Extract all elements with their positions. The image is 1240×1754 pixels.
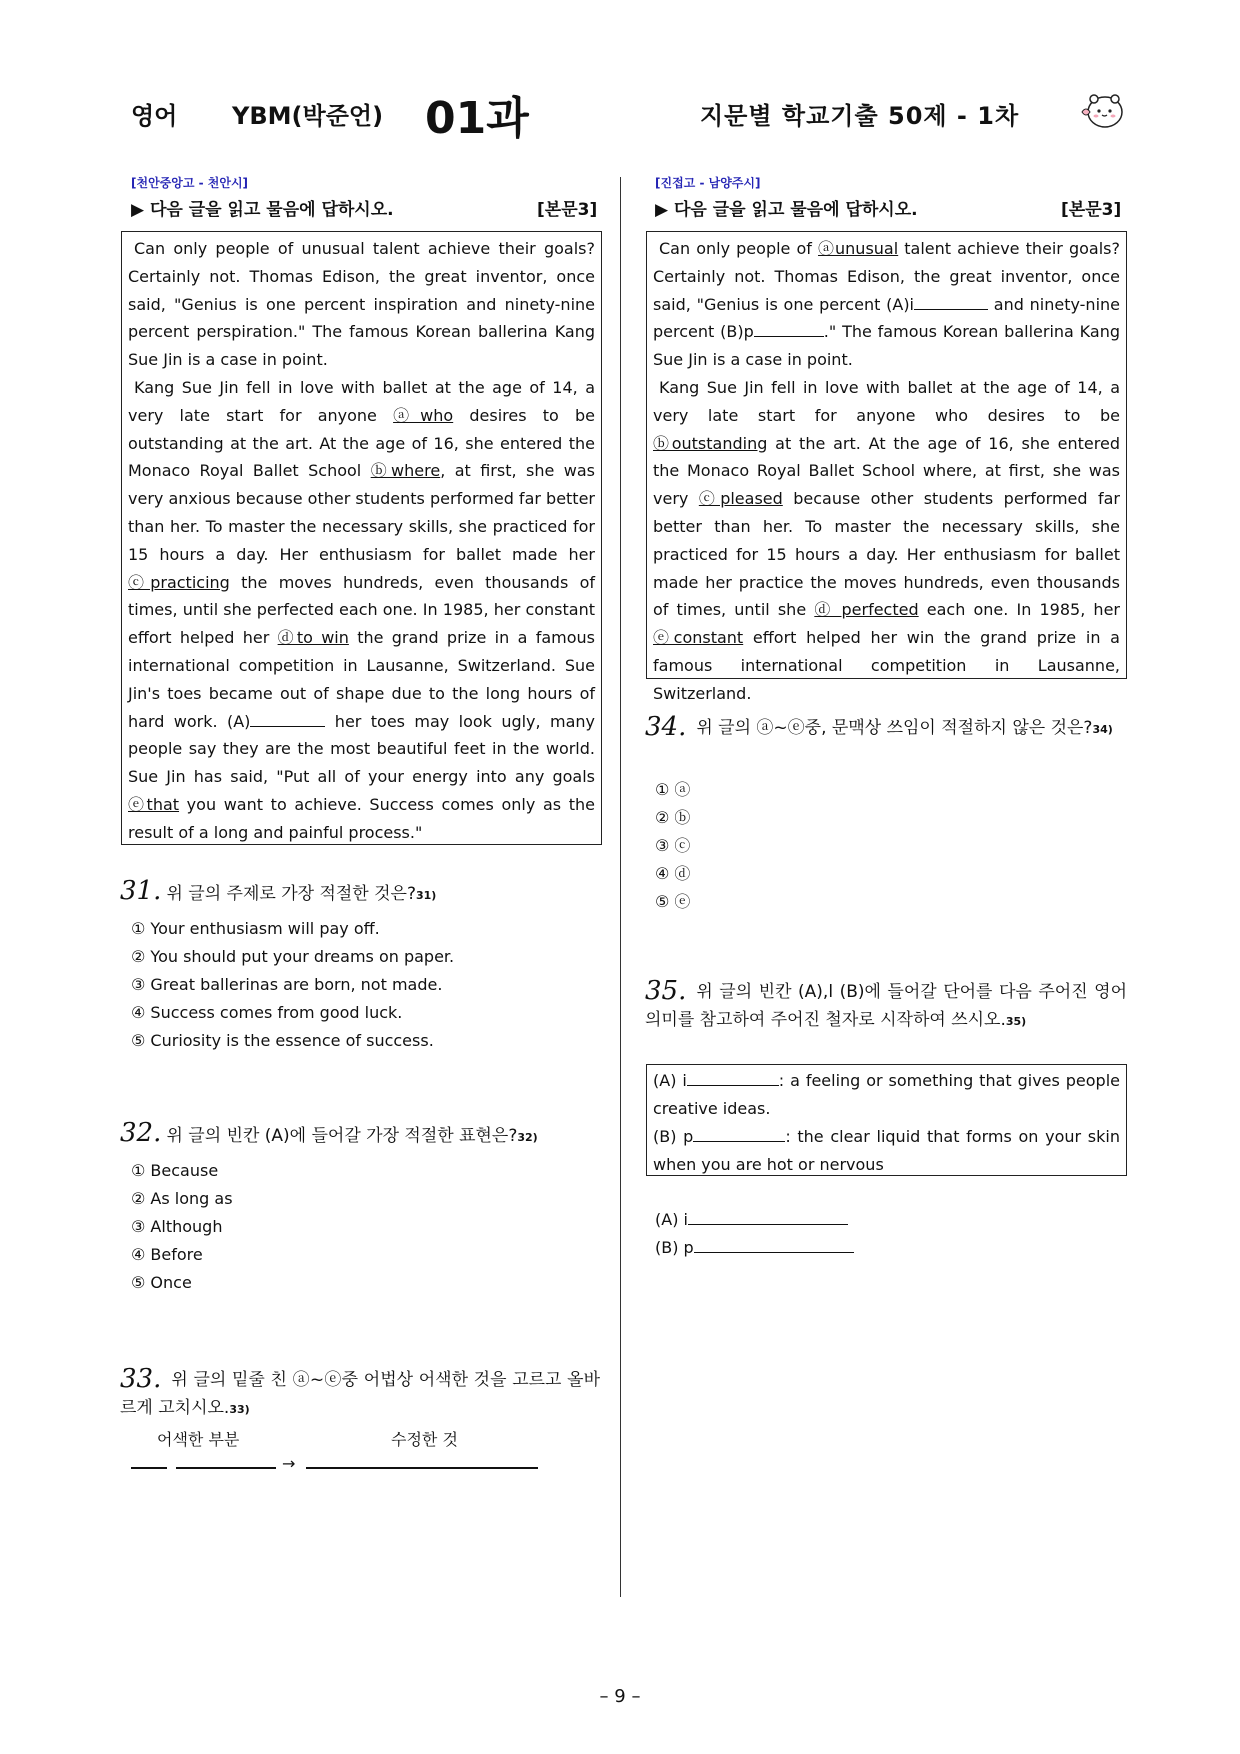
definition-a-blank — [687, 1069, 779, 1086]
q34-options — [655, 776, 690, 916]
option[interactable]: ② You should put your dreams on paper. — [131, 947, 455, 966]
blank-a[interactable] — [250, 710, 325, 727]
label-wrong-part: 어색한 부분 — [157, 1430, 240, 1449]
option[interactable]: ① Because — [131, 1161, 219, 1180]
header-title: 지문별 학교기출 50제 - 1차 — [700, 102, 1020, 130]
option[interactable]: ④ Before — [131, 1245, 203, 1264]
marker-a: ⓐwho — [393, 405, 454, 425]
answer-wrong-line[interactable] — [176, 1467, 276, 1469]
blank-b-label: (B)p — [720, 322, 754, 342]
answer-b: (B) p — [655, 1234, 854, 1262]
left-instruction: ▶ 다음 글을 읽고 물음에 답하시오. — [131, 200, 394, 220]
option[interactable]: ④ Success comes from good luck. — [131, 1003, 403, 1022]
option[interactable]: ③ Although — [131, 1217, 223, 1236]
arrow: → — [282, 1454, 296, 1473]
q31-options — [131, 915, 454, 1055]
blank-a[interactable] — [914, 293, 988, 310]
option[interactable]: ① ⓐ — [655, 780, 691, 799]
question-text: 위 글의 빈칸 (A),l (B)에 들어갈 단어를 다음 주어진 영어 의미를 참고하여 주어진 철자로 시작하여 쓰시오. — [645, 982, 1127, 1030]
option[interactable]: ① Your enthusiasm will pay off. — [131, 919, 380, 938]
left-passage-tag: [본문3] — [537, 200, 598, 220]
question-number: 32. — [120, 1118, 162, 1148]
question-text: 위 글의 ⓐ~ⓔ중, 문맥상 쓰임이 적절하지 않은 것은? — [696, 718, 1093, 738]
option[interactable]: ⑤ Once — [131, 1273, 192, 1292]
blank-b[interactable] — [754, 320, 824, 337]
marker-b: ⓑoutstanding — [653, 433, 768, 453]
marker-c: ⓒpracticing — [128, 572, 230, 592]
answer-a: (A) i — [655, 1206, 848, 1234]
marker-a: ⓐunusual — [818, 239, 899, 258]
q32-options — [131, 1157, 233, 1297]
option[interactable]: ④ ⓓ — [655, 864, 691, 883]
marker-d: ⓓ perfected — [814, 600, 919, 620]
left-passage-p2: Kang Sue Jin fell in love with ballet at the age of 14, a very late start for anyone ⓐwho desires to be outstanding at the art. At the age of 16, she entered the Monaco Royal Ballet School ⓑwhere, at first, she was very anxious because other students performed far better than her. To master the necessary skills, she practiced for 15 hours a day. Her enthusiasm for ballet made her ⓒpracticing the moves hundreds, even thousands of times, until she perfected each one. In 1985, her constant effort helped her ⓓto win the grand prize in a famous international competition in Lausanne, Switzerland. Sue Jin's toes became out of shape due to the long hours of hard work. (A) her toes may look ugly, many people say they are the most beautiful feet in the world. Sue Jin has said, "Put all of your energy into any goals ⓔthat you want to achieve. Success comes only as the result of a long and painful process." — [128, 377, 596, 842]
marker-b: ⓑwhere — [370, 461, 441, 481]
question-number: 35. — [645, 976, 687, 1006]
option[interactable]: ⑤ ⓔ — [655, 892, 691, 911]
question-35: 35. 위 글의 빈칸 (A),l (B)에 들어갈 단어를 다음 주어진 영어 의미를 참고하여 주어진 철자로 시작하여 쓰시오.35) — [645, 976, 1127, 1030]
question-33: 33. 위 글의 밑줄 친 ⓐ~ⓔ중 어법상 어색한 것을 고르고 올바르게 고치시오.33) — [120, 1364, 600, 1418]
definition-box — [646, 1064, 1127, 1176]
marker-c: ⓒpleased — [698, 489, 783, 509]
question-number: 31. — [120, 876, 162, 906]
left-source: [천안중앙고 - 천안시] — [131, 176, 249, 190]
page-number: – 9 – — [599, 1686, 641, 1707]
marker-d: ⓓto win — [277, 628, 349, 648]
label-correction: 수정한 것 — [391, 1430, 458, 1449]
answer-fix-line[interactable] — [306, 1467, 538, 1469]
blank-a-label: (A)i — [886, 294, 914, 314]
question-text: 위 글의 빈칸 (A)에 들어갈 가장 적절한 표현은? — [166, 1126, 518, 1146]
right-passage-p1: Can only people of ⓐunusual talent achieve their goals? Certainly not. Thomas Edison, the great inventor, once said, "Genius is one percent (A)i and ninety-nine percent (B)p ." The famous Korean ballerina Kang Sue Jin is a case in point. — [653, 239, 1121, 370]
question-32: 32. 위 글의 빈칸 (A)에 들어갈 가장 적절한 표현은?32) — [120, 1118, 538, 1148]
right-instruction: ▶ 다음 글을 읽고 물음에 답하시오. — [655, 200, 918, 220]
right-passage-tag: [본문3] — [1061, 200, 1122, 220]
option[interactable]: ⑤ Curiosity is the essence of success. — [131, 1031, 434, 1050]
answer-b-line[interactable] — [694, 1236, 854, 1253]
header-lesson: 01과 — [425, 93, 529, 144]
question-text: 위 글의 밑줄 친 ⓐ~ⓔ중 어법상 어색한 것을 고르고 올바르게 고치시오. — [120, 1370, 600, 1418]
question-number: 34. — [645, 712, 687, 742]
question-number: 33. — [120, 1364, 162, 1394]
right-passage-p2: Kang Sue Jin fell in love with ballet at the age of 14, a very late start for anyone who desires to be ⓑoutstanding at the art. At the age of 16, she entered the Monaco Royal Ballet School where, at first, she was very ⓒpleased because other students performed far better than her. To master the necessary skills, she practiced for 15 hours a day. Her enthusiasm for ballet made her practice the moves hundreds, even thousands of times, until she ⓓ perfected each one. In 1985, her ⓔconstant effort helped her win the grand prize in a famous international competition in Lausanne, Switzerland. — [653, 377, 1121, 703]
right-source: [진접고 - 남양주시] — [655, 176, 761, 190]
header-subject: 영어 — [131, 102, 178, 130]
definition-b-blank — [693, 1125, 785, 1142]
option[interactable]: ② As long as — [131, 1189, 233, 1208]
right-passage — [646, 231, 1127, 703]
option[interactable]: ③ ⓒ — [655, 836, 691, 855]
answer-a-line[interactable] — [688, 1208, 848, 1225]
question-34: 34. 위 글의 ⓐ~ⓔ중, 문맥상 쓰임이 적절하지 않은 것은?34) — [645, 712, 1113, 742]
option[interactable]: ③ Great ballerinas are born, not made. — [131, 975, 443, 994]
column-divider — [620, 177, 621, 1597]
definition-b: (B) p : the clear liquid that forms on your skin when you are hot or nervous — [653, 1127, 1120, 1174]
question-text: 위 글의 주제로 가장 적절한 것은? — [166, 884, 416, 904]
marker-e: ⓔconstant — [653, 628, 744, 648]
definition-a: (A) i : a feeling or something that gives people creative ideas. — [653, 1071, 1120, 1118]
mascot-icon — [1078, 86, 1128, 136]
blank-a-label: (A) — [226, 711, 251, 731]
option[interactable]: ② ⓑ — [655, 808, 691, 827]
marker-e: ⓔthat — [128, 794, 180, 814]
left-passage — [121, 231, 602, 845]
header-publisher: YBM(박준언) — [232, 102, 384, 130]
question-31: 31. 위 글의 주제로 가장 적절한 것은?31) — [120, 876, 437, 906]
answer-letter-line[interactable] — [131, 1467, 167, 1469]
left-passage-p1: Can only people of unusual talent achieve their goals? Certainly not. Thomas Edison, the great inventor, once said, "Genius is one percent inspiration and ninety-nine percent perspiration." The famous Korean ballerina Kang Sue Jin is a case in point. — [128, 239, 595, 370]
